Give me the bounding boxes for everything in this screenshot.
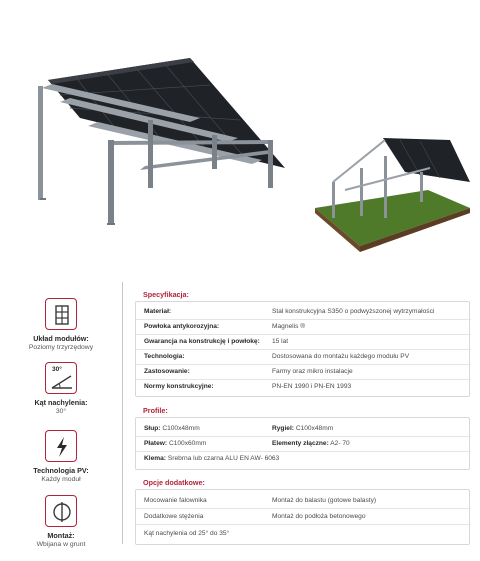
feature-title: Montaż: xyxy=(47,531,75,540)
specs-title: Specyfikacja: xyxy=(143,290,189,299)
spec-value: Dostosowana do montażu każdego modułu PV xyxy=(272,353,410,360)
angle-icon xyxy=(45,362,77,394)
vertical-divider xyxy=(122,282,123,544)
spec-key: Technologia: xyxy=(144,353,185,360)
small-structure-on-grass-image xyxy=(315,138,470,252)
spec-value: PN-EN 1990 i PN-EN 1993 xyxy=(272,383,352,390)
spec-key: Normy konstrukcyjne: xyxy=(144,383,214,390)
profile-title: Profile: xyxy=(143,406,168,415)
feature-value: 30° xyxy=(55,408,67,415)
feature-value: Wbijana w grunt xyxy=(36,541,86,548)
angle-badge: 30° xyxy=(52,366,62,373)
spec-key: Materiał: xyxy=(144,308,172,315)
spec-key: Zastosowanie: xyxy=(144,368,190,375)
ground-pile-icon xyxy=(45,495,77,527)
option-item: Mocowanie falownika xyxy=(144,497,207,504)
spec-value: Farmy oraz mikro instalacje xyxy=(272,368,353,375)
feature-tilt-angle xyxy=(0,362,122,415)
product-photos xyxy=(0,0,480,270)
feature-module-layout xyxy=(0,298,122,351)
profile-slup: Słup: C100x48mm xyxy=(144,425,200,432)
feature-title: Technologia PV: xyxy=(33,466,89,475)
options-table xyxy=(135,489,470,545)
profile-rygiel: Rygiel: C100x48mm xyxy=(272,425,334,432)
option-item: Kąt nachylenia od 25° do 35° xyxy=(144,530,230,537)
profile-klema: Klema: Srebrna lub czarna ALU EN AW- 6063 xyxy=(144,455,280,462)
profile-table xyxy=(135,417,470,470)
feature-title: Kąt nachylenia: xyxy=(34,398,88,407)
large-mounting-structure-image xyxy=(38,58,285,225)
option-item: Dodatkowe stężenia xyxy=(144,513,204,520)
spec-key: Gwarancja na konstrukcję i powłokę: xyxy=(144,338,260,345)
spec-key: Powłoka antykorozyjna: xyxy=(144,323,220,330)
feature-pv-technology xyxy=(0,430,122,483)
feature-mounting xyxy=(0,495,122,548)
option-item: Montaż do podłoża betonowego xyxy=(272,513,366,520)
options-title: Opcje dodatkowe: xyxy=(143,478,205,487)
panel-rows-icon xyxy=(45,298,77,330)
lightning-icon xyxy=(45,430,77,462)
feature-title: Układ modułów: xyxy=(33,334,89,343)
feature-value: Poziomy trzyrzędowy xyxy=(28,344,94,351)
specs-table xyxy=(135,301,470,397)
profile-platew: Płatew: C100x60mm xyxy=(144,440,207,447)
spec-value: 15 lat xyxy=(272,338,289,345)
spec-value: Stal konstrukcyjna S350 o podwyższonej wytrzymałości xyxy=(272,308,435,315)
option-item: Montaż do balastu (gotowe balasty) xyxy=(272,497,377,504)
spec-value: Magnelis ® xyxy=(272,323,306,330)
feature-value: Każdy moduł xyxy=(41,476,81,483)
profile-elementy: Elementy złączne: A2- 70 xyxy=(272,440,350,447)
